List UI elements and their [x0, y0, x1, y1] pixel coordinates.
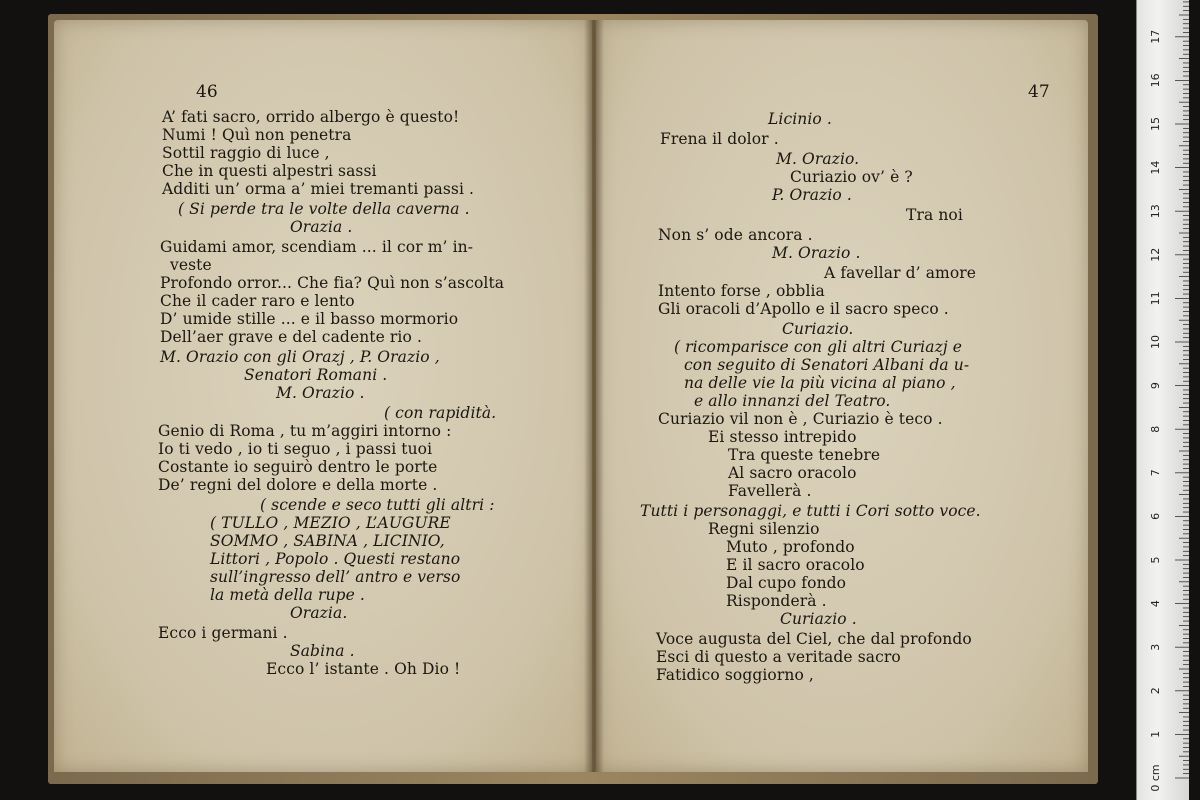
verse-line: Che in questi alpestri sassi — [162, 162, 377, 180]
stage-direction-line: M. Orazio . — [276, 384, 365, 402]
stage-direction-line: ( scende e seco tutti gli altri : — [260, 496, 495, 514]
verse-line: Curiazio vil non è , Curiazio è teco . — [658, 410, 943, 428]
stage-direction-line: la metà della rupe . — [210, 586, 365, 604]
verse-line: Numi ! Quì non penetra — [162, 126, 352, 144]
verse-line: Esci di questo a veritade sacro — [656, 648, 901, 666]
left-page — [54, 20, 592, 772]
page-number: 46 — [196, 82, 218, 102]
measuring-ruler — [1136, 0, 1189, 800]
ruler-number: 17 — [1149, 29, 1162, 44]
stage-direction-line: M. Orazio. — [776, 150, 860, 168]
stage-direction-line: Licinio . — [768, 110, 832, 128]
verse-line: Costante io seguirò dentro le porte — [158, 458, 438, 476]
verse-line: Dal cupo fondo — [726, 574, 847, 592]
ruler-number: 2 — [1149, 687, 1162, 695]
right-page — [596, 20, 1088, 772]
verse-line: A’ fati sacro, orrido albergo è questo! — [162, 108, 460, 126]
stage-direction-line: sull’ingresso dell’ antro e verso — [210, 568, 461, 586]
ruler-number: 6 — [1149, 512, 1162, 520]
verse-line: Favellerà . — [728, 482, 812, 500]
verse-line: Frena il dolor . — [660, 130, 779, 148]
stage-direction-line: M. Orazio . — [772, 244, 861, 262]
ruler-number: 13 — [1149, 204, 1162, 219]
verse-line: Tra noi — [906, 206, 963, 224]
book-gutter — [584, 20, 604, 772]
verse-line: Sottil raggio di luce , — [162, 144, 330, 162]
verse-line: Voce augusta del Ciel, che dal profondo — [656, 630, 972, 648]
verse-line: Ei stesso intrepido — [708, 428, 857, 446]
ruler-number: 15 — [1149, 117, 1162, 131]
ruler-number: 8 — [1149, 425, 1162, 433]
verse-line: Fatidico soggiorno , — [656, 666, 814, 684]
verse-line: Intento forse , obblia — [658, 282, 825, 300]
ruler-number: 12 — [1149, 247, 1162, 262]
verse-line: Muto , profondo — [726, 538, 855, 556]
stage-direction-line: Curiazio . — [780, 610, 857, 628]
verse-line: E il sacro oracolo — [726, 556, 865, 574]
ruler-number: 3 — [1149, 643, 1162, 651]
open-book — [48, 14, 1098, 784]
verse-line: Tra queste tenebre — [728, 446, 881, 464]
verse-line: Risponderà . — [726, 592, 827, 610]
stage-direction-line: Curiazio. — [782, 320, 854, 338]
stage-direction-line: e allo innanzi del Teatro. — [694, 392, 891, 410]
verse-line: Guidami amor, scendiam ... il cor m’ in- — [160, 238, 474, 256]
verse-line: Ecco i germani . — [158, 624, 288, 642]
stage-direction-line: ( con rapidità. — [384, 404, 497, 422]
ruler-number: 1 — [1149, 730, 1162, 738]
verse-line: Profondo orror... Che fia? Quì non s’ascolta — [160, 274, 505, 292]
verse-line: De’ regni del dolore e della morte . — [158, 476, 438, 494]
stage-direction-line: Littori , Popolo . Questi restano — [210, 550, 461, 568]
ruler-number: 14 — [1149, 160, 1162, 175]
stage-direction-line: Sabina . — [290, 642, 355, 660]
verse-line: D’ umide stille ... e il basso mormorio — [160, 310, 459, 328]
verse-line: Gli oracoli d’Apollo e il sacro speco . — [658, 300, 949, 318]
verse-line: Che il cader raro e lento — [160, 292, 355, 310]
verse-line: Curiazio ov’ è ? — [790, 168, 913, 186]
ruler-number: 5 — [1149, 556, 1162, 564]
stage-direction-line: Tutti i personaggi, e tutti i Cori sotto voce. — [640, 502, 981, 520]
stage-direction-line: ( Si perde tra le volte della caverna . — [178, 200, 470, 218]
page-number: 47 — [1028, 82, 1050, 102]
stage-direction-line: Orazia. — [290, 604, 348, 622]
ruler-number: 11 — [1149, 291, 1162, 306]
verse-line: Genio di Roma , tu m’aggiri intorno : — [158, 422, 452, 440]
verse-line: A favellar d’ amore — [824, 264, 977, 282]
ruler-number: 10 — [1149, 335, 1162, 349]
verse-line: Al sacro oracolo — [728, 464, 857, 482]
verse-line: Regni silenzio — [708, 520, 820, 538]
verse-line: veste — [170, 256, 212, 274]
ruler-number: 16 — [1149, 73, 1162, 88]
verse-line: Dell’aer grave e del cadente rio . — [160, 328, 422, 346]
ruler-number: 4 — [1149, 600, 1162, 608]
stage-direction-line: ( TULLO , MEZIO , L’AUGURE — [210, 514, 451, 532]
stage-direction-line: ( ricomparisce con gli altri Curiazj e — [674, 338, 963, 356]
verse-line: Io ti vedo , io ti seguo , i passi tuoi — [158, 440, 433, 458]
ruler-scale — [1137, 0, 1189, 800]
stage-direction-line: SOMMO , SABINA , LICINIO, — [210, 532, 445, 550]
stage-direction-line: con seguito di Senatori Albani da u- — [684, 356, 970, 374]
ruler-number: 7 — [1149, 469, 1162, 477]
verse-line: Ecco l’ istante . Oh Dio ! — [266, 660, 461, 678]
stage-direction-line: na delle vie la più vicina al piano , — [684, 374, 956, 392]
ruler-number: 0 cm — [1149, 764, 1162, 792]
stage-direction-line: Senatori Romani . — [244, 366, 388, 384]
ruler-number: 9 — [1149, 382, 1162, 390]
verse-line: Additi un’ orma a’ miei tremanti passi . — [162, 180, 475, 198]
stage-direction-line: M. Orazio con gli Orazj , P. Orazio , — [160, 348, 440, 366]
stage-direction-line: Orazia . — [290, 218, 353, 236]
stage-direction-line: P. Orazio . — [772, 186, 852, 204]
verse-line: Non s’ ode ancora . — [658, 226, 813, 244]
